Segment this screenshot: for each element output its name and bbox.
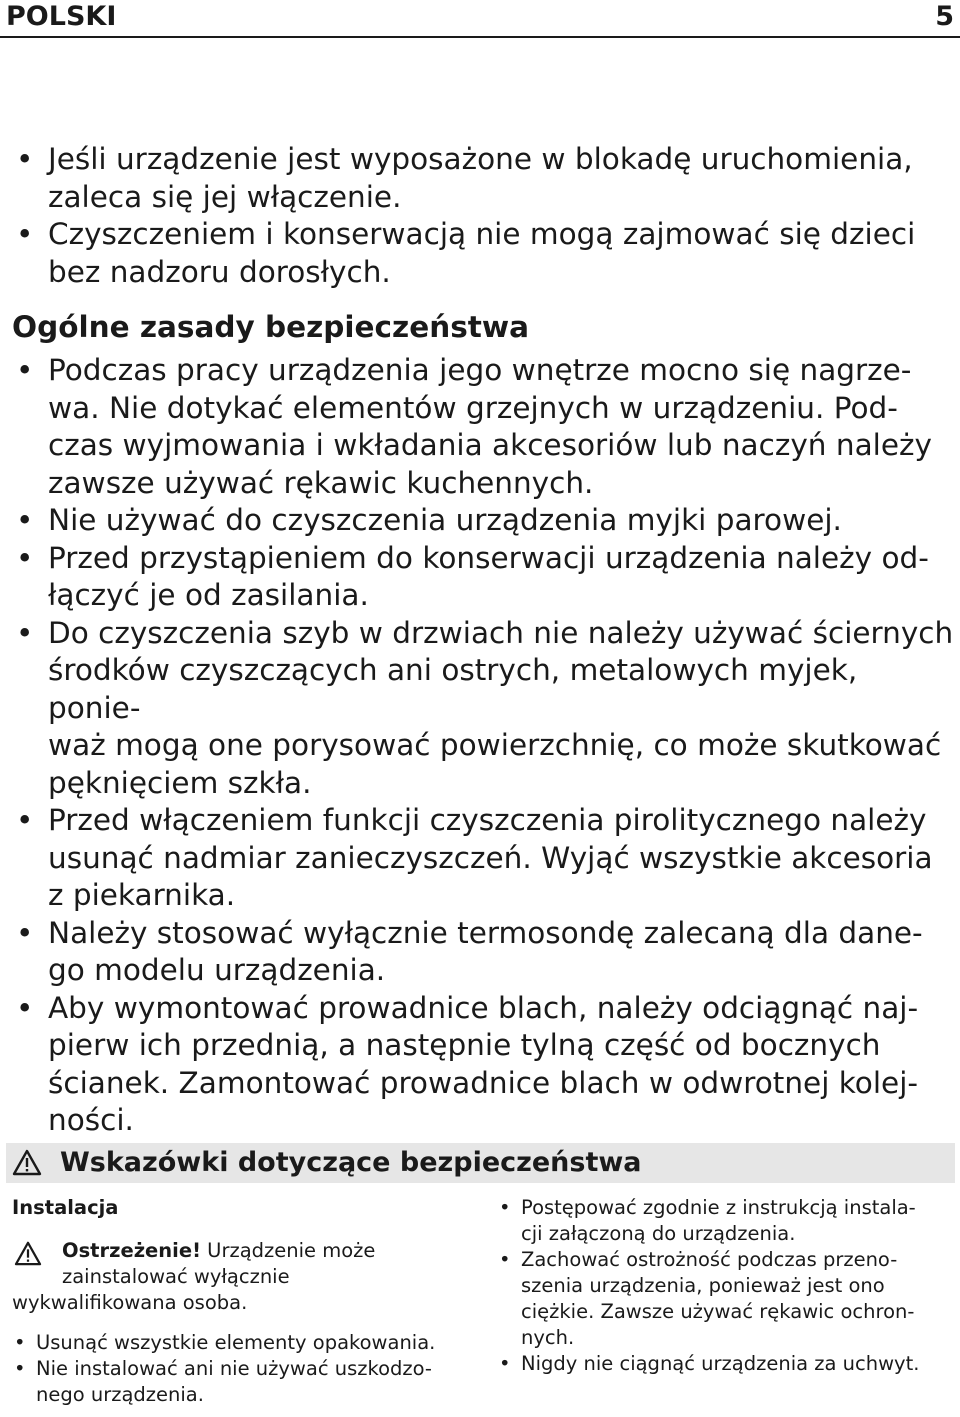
list-item [12, 502, 957, 540]
bullet: • [14, 1357, 26, 1380]
text-line: Jeśli urządzenie jest wyposażone w blokadę uruchomienia, [48, 142, 913, 176]
list-item [12, 141, 957, 216]
list-item [12, 1356, 462, 1408]
general-safety-list [12, 352, 957, 1140]
text-line: Aby wymontować prowadnice blach, należy odciągnąć naj- [48, 990, 919, 1025]
warning-line [12, 1238, 462, 1264]
text-line: Zachować ostrożność podczas przeno- [521, 1248, 898, 1271]
bullet: • [16, 915, 34, 950]
bullet: • [14, 1331, 26, 1354]
warning-triangle-icon [14, 1241, 42, 1273]
bullet: • [16, 990, 34, 1025]
list-item [12, 352, 957, 502]
list-item [497, 1195, 955, 1247]
list-item [12, 540, 957, 615]
bullet: • [16, 503, 34, 537]
text-line: ścianek. Zamontować prowadnice blach w odwrotnej kolej- [48, 1065, 919, 1100]
text-line: ciężkie. Zawsze używać rękawic ochron- [521, 1300, 915, 1323]
bullet: • [16, 803, 34, 837]
text-line: cji załączoną do urządzenia. [521, 1222, 796, 1245]
list-item [12, 802, 957, 915]
list-item [12, 615, 957, 803]
warning-text: Urządzenie może [200, 1239, 376, 1262]
warning-line: zainstalować wyłącznie [62, 1265, 290, 1288]
installation-heading: Instalacja [12, 1196, 119, 1219]
page-header [0, 0, 960, 38]
installation-column-left [12, 1195, 462, 1408]
list-item [12, 216, 957, 291]
text-line: pęknięciem szkła. [48, 765, 312, 800]
list-item [12, 1330, 462, 1356]
installation-list-right [497, 1195, 955, 1377]
text-line: łączyć je od zasilania. [48, 578, 369, 612]
bullet: • [16, 142, 34, 176]
text-line: pierw ich przednią, a następnie tylną część od bocznych [48, 1028, 881, 1062]
text-line: waż mogą one porysować powierzchnię, co może skutkować [48, 728, 942, 762]
text-line: nego urządzenia. [36, 1383, 204, 1406]
text-line: Należy stosować wyłącznie termosondę zalecaną dla dane- [48, 915, 923, 950]
text-line: Nigdy nie ciągnąć urządzenia za uchwyt. [521, 1352, 920, 1375]
text-line: czas wyjmowania i wkładania akcesoriów lub naczyń należy [48, 428, 932, 462]
text-line: usunąć nadmiar zanieczyszczeń. Wyjąć wszystkie akcesoria [48, 840, 933, 875]
installation-column-right [497, 1195, 955, 1377]
text-line: środków czyszczących ani ostrych, metalowych myjek, ponie- [48, 653, 858, 725]
text-line: Do czyszczenia szyb w drzwiach nie należy używać ściernych [48, 615, 954, 650]
text-line: Usunąć wszystkie elementy opakowania. [36, 1331, 436, 1354]
text-line: szenia urządzenia, ponieważ jest ono [521, 1274, 885, 1297]
section-intro [12, 141, 957, 291]
list-item [12, 990, 957, 1140]
text-line: Przed przystąpieniem do konserwacji urządzenia należy od- [48, 540, 929, 575]
general-safety-section [12, 352, 957, 1140]
general-safety-heading: Ogólne zasady bezpieczeństwa [12, 310, 530, 344]
bullet: • [499, 1352, 511, 1375]
warning-label: Ostrzeżenie! [62, 1239, 201, 1262]
text-line: Postępować zgodnie z instrukcją instala- [521, 1196, 916, 1219]
bullet: • [16, 615, 34, 650]
bullet: • [16, 353, 34, 387]
bullet: • [16, 540, 34, 575]
bullet: • [499, 1196, 511, 1219]
installation-list-left [12, 1330, 462, 1408]
text-line: zaleca się jej włączenie. [48, 179, 402, 214]
text-line: go modelu urządzenia. [48, 953, 386, 987]
text-line: Podczas pracy urządzenia jego wnętrze mocno się nagrze- [48, 353, 912, 387]
page-number: 5 [935, 1, 954, 32]
warning-note [12, 1238, 462, 1316]
text-line: Przed włączeniem funkcji czyszczenia pirolitycznego należy [48, 803, 927, 837]
safety-section-bar [6, 1143, 955, 1183]
text-line: ności. [48, 1103, 134, 1137]
language-label: POLSKI [6, 1, 117, 32]
warning-line: wykwalifikowana osoba. [12, 1291, 248, 1314]
bullet: • [499, 1248, 511, 1271]
list-item [497, 1351, 955, 1377]
text-line: Czyszczeniem i konserwacją nie mogą zajmować się dzieci [48, 217, 916, 251]
bullet: • [16, 217, 34, 251]
warning-triangle-icon [12, 1149, 42, 1180]
intro-bullet-list [12, 141, 957, 291]
text-line: Nie używać do czyszczenia urządzenia myjki parowej. [48, 503, 842, 537]
text-line: zawsze używać rękawic kuchennych. [48, 465, 594, 500]
text-line: nych. [521, 1326, 575, 1349]
text-line: wa. Nie dotykać elementów grzejnych w urządzeniu. Pod- [48, 390, 898, 425]
text-line: z piekarnika. [48, 878, 236, 912]
text-line: Nie instalować ani nie używać uszkodzo- [36, 1357, 432, 1380]
safety-section-title: Wskazówki dotyczące bezpieczeństwa [60, 1147, 642, 1178]
list-item [12, 915, 957, 990]
text-line: bez nadzoru dorosłych. [48, 254, 391, 289]
list-item [497, 1247, 955, 1351]
